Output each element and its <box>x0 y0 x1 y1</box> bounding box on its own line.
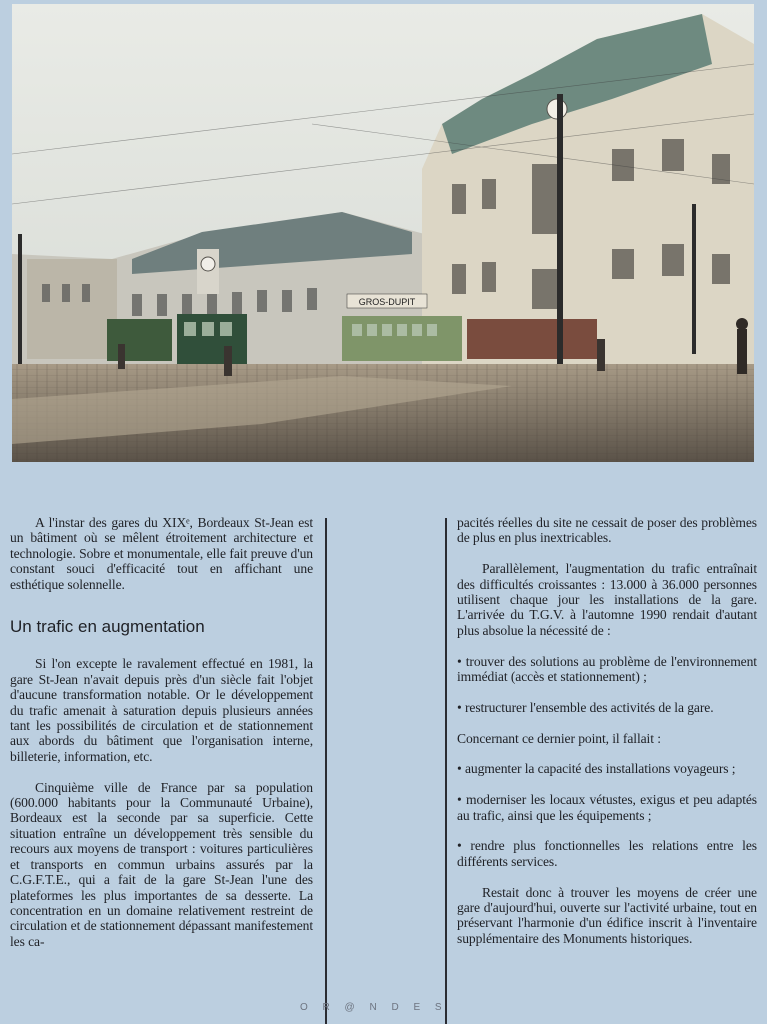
paragraph: Concernant ce dernier point, il fallait : <box>457 730 661 746</box>
bullet-item: • trouver des solutions au problème de l'environnement immédiat (accès et stationnement) ; <box>457 653 757 685</box>
bullet-item: • restructurer l'ensemble des activités de la gare. <box>457 699 714 715</box>
column-divider-right <box>445 518 447 1024</box>
bullet-item: • rendre plus fonctionnelles les relations entre les différents services. <box>457 838 757 869</box>
continued-paragraph: pacités réelles du site ne cessait de poser des problèmes de plus en plus inextricables. <box>457 515 757 546</box>
tram-sign-text: GROS-DUPIT <box>358 297 416 307</box>
photo-illustration <box>12 4 754 462</box>
footer-watermark: O R @ N D E S <box>300 1002 448 1013</box>
closing-paragraph: Restait donc à trouver les moyens de créer une gare d'aujourd'hui, ouverte sur l'activité urbaine, tout en préservant l'harmonie d'un édifice inscrit à l'inventaire supplémentaire des Monuments historiques. <box>457 884 757 946</box>
left-column <box>10 515 313 965</box>
intro-paragraph: A l'instar des gares du XIXᵉ, Bordeaux St-Jean est un bâtiment où se mêlent étroitement architecture et technologie. Sobre et monumentale, elle fait preuve d'un constant souci d'efficacité tout en affichant une esthétique solennelle. <box>10 515 313 592</box>
paragraph: Si l'on excepte le ravalement effectué en 1981, la gare St-Jean n'avait depuis près d'un siècle fait l'objet d'aucune transformation notable. Or le développement du trafic amenait à saturation depuis plusieurs années tant les possibilités de circulation et de stationnement aux abords du bâtiment que l'organisation interne, billeterie, information, etc. <box>10 656 313 764</box>
paragraph: Cinquième ville de France par sa population (600.000 habitants pour la Communauté Urbaine), Bordeaux est la seconde par sa superficie. Cette situation entraîne un développement très sensible du recours aux moyens de transport : voitures particulières et transports en commun urbains assurés par la C.G.F.T.E., qui a fait de la gare St-Jean l'une des plateformes les plus importantes de sa desserte. La concentration en un domaine relativement restreint de circulation et de stationnement dépassant manifestement les ca- <box>10 779 313 949</box>
right-column <box>457 515 757 962</box>
bullet-item: • augmenter la capacité des installations voyageurs ; <box>457 761 736 777</box>
bullet-item: • moderniser les locaux vétustes, exigus et peu adaptés au trafic, ainsi que les équipements ; <box>457 792 757 823</box>
paragraph: Parallèlement, l'augmentation du trafic entraînait des difficultés croissantes : 13.000 à 36.000 personnes utilisent chaque jour les installations de la gare. L'arrivée du T.G.V. à l'automne 1990 rendait d'autant plus absolue la nécessité de : <box>457 561 757 638</box>
section-heading: Un trafic en augmentation <box>10 617 205 637</box>
historic-photo-gare-st-jean <box>12 4 754 462</box>
column-divider-left <box>325 518 327 1024</box>
